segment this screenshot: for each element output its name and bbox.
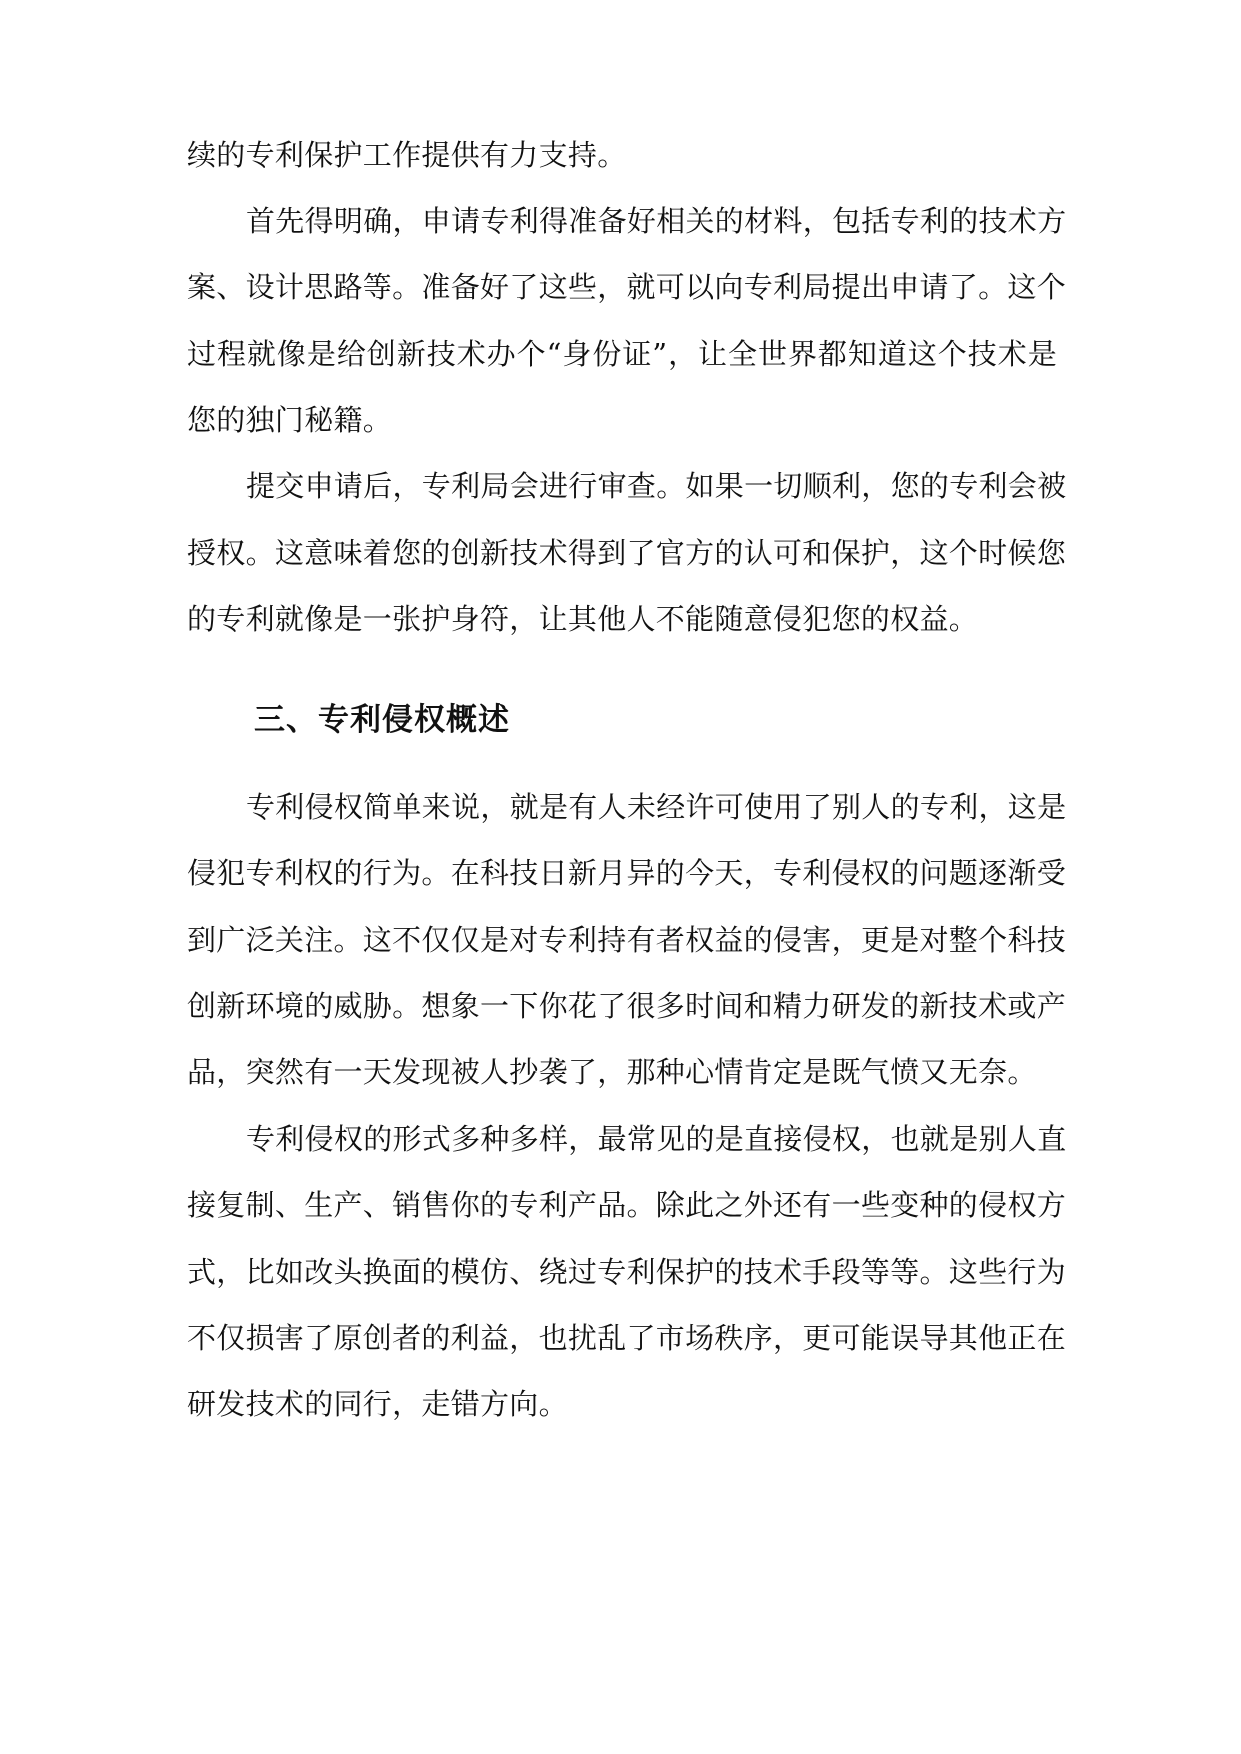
paragraph-line: 过程就像是给创新技术办个“身份证”，让全世界都知道这个技术是 — [187, 337, 1057, 371]
paragraph-line: 品，突然有一天发现被人抄袭了，那种心情肯定是既气愤又无奈。 — [187, 1055, 1037, 1089]
paragraph-line: 不仅损害了原创者的利益，也扰乱了市场秩序，更可能误导其他正在 — [187, 1321, 1067, 1355]
paragraph-line: 续的专利保护工作提供有力支持。 — [187, 138, 627, 172]
paragraph-line: 专利侵权的形式多种多样，最常见的是直接侵权，也就是别人直 — [246, 1122, 1067, 1156]
paragraph-line: 研发技术的同行，走错方向。 — [187, 1387, 568, 1421]
paragraph-line: 案、设计思路等。准备好了这些，就可以向专利局提出申请了。这个 — [187, 270, 1067, 304]
section-heading: 三、专利侵权概述 — [254, 702, 510, 738]
paragraph-line: 您的独门秘籍。 — [187, 403, 393, 437]
paragraph-line: 首先得明确，申请专利得准备好相关的材料，包括专利的技术方 — [246, 204, 1067, 238]
paragraph-line: 侵犯专利权的行为。在科技日新月异的今天，专利侵权的问题逐渐受 — [187, 856, 1067, 890]
paragraph-line: 接复制、生产、销售你的专利产品。除此之外还有一些变种的侵权方 — [187, 1188, 1067, 1222]
paragraph-line: 授权。这意味着您的创新技术得到了官方的认可和保护，这个时候您 — [187, 536, 1067, 570]
paragraph-line: 提交申请后，专利局会进行审查。如果一切顺利，您的专利会被 — [246, 469, 1067, 503]
paragraph-line: 的专利就像是一张护身符，让其他人不能随意侵犯您的权益。 — [187, 602, 979, 636]
paragraph-line: 专利侵权简单来说，就是有人未经许可使用了别人的专利，这是 — [246, 790, 1067, 824]
paragraph-line: 到广泛关注。这不仅仅是对专利持有者权益的侵害，更是对整个科技 — [187, 923, 1067, 957]
paragraph-line: 创新环境的威胁。想象一下你花了很多时间和精力研发的新技术或产 — [187, 989, 1067, 1023]
paragraph-line: 式，比如改头换面的模仿、绕过专利保护的技术手段等等。这些行为 — [187, 1255, 1067, 1289]
